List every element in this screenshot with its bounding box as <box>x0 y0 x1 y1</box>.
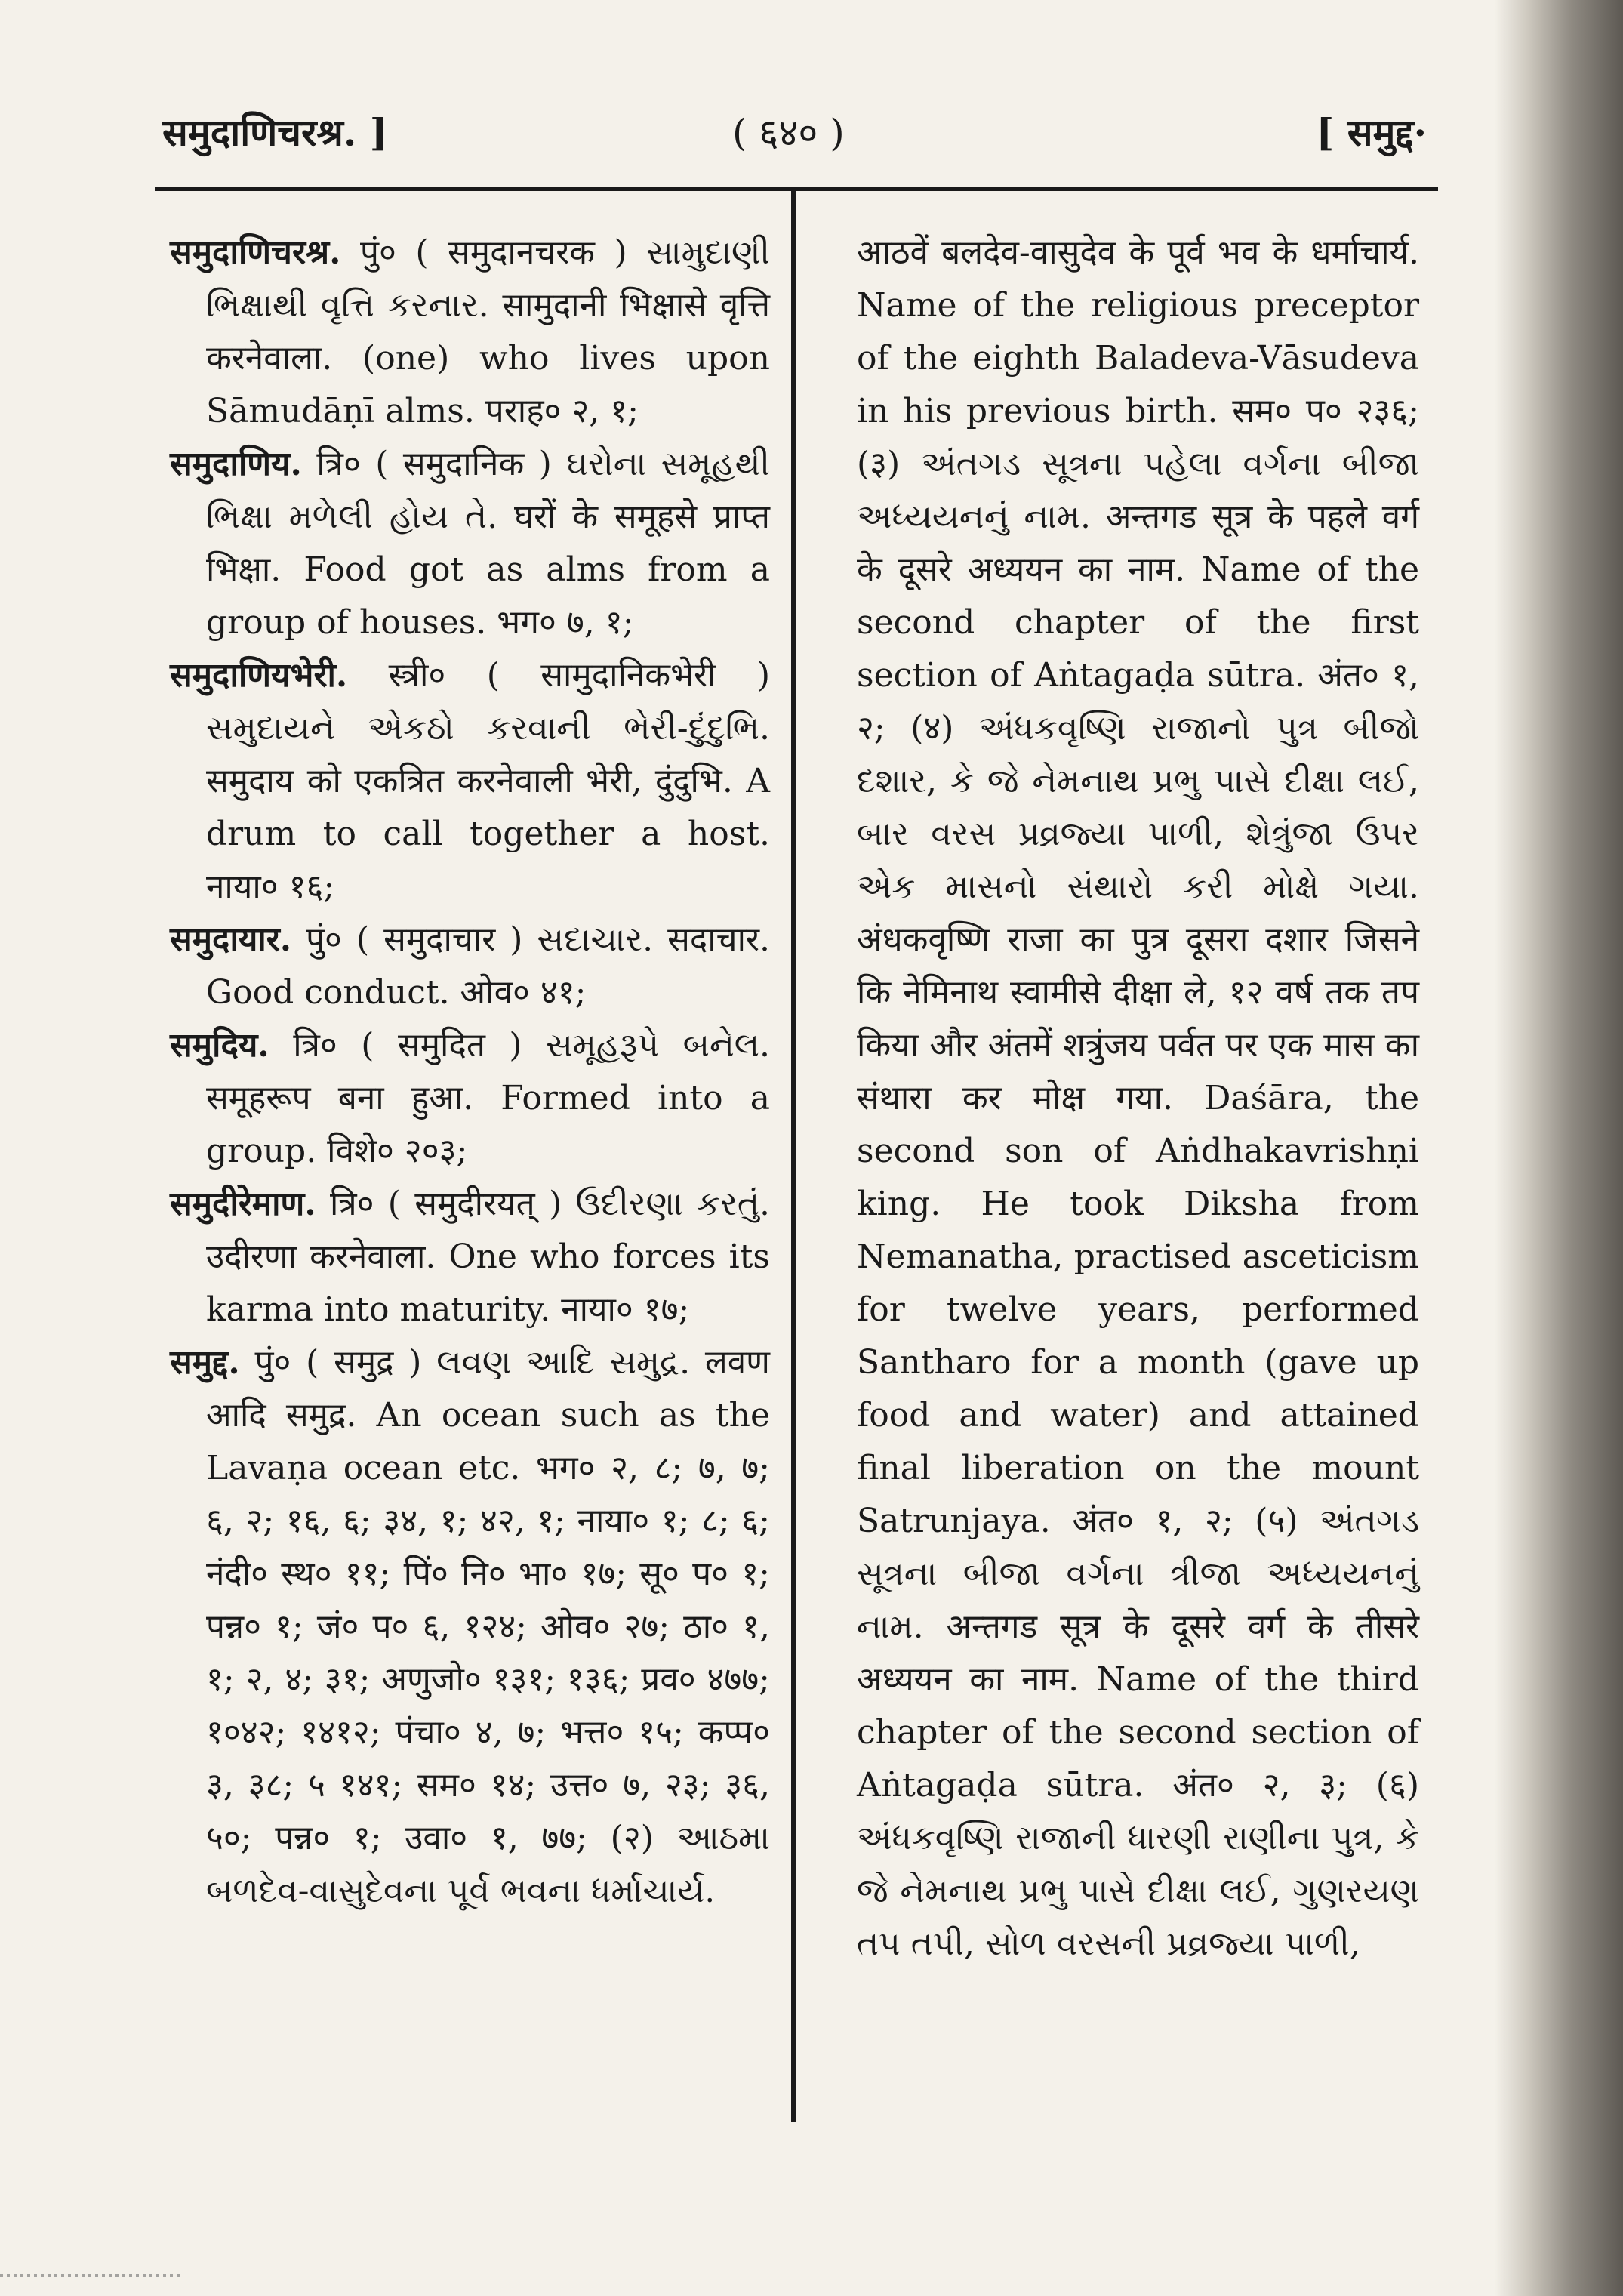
page-edge-shadow <box>1495 0 1623 2296</box>
entry-body: त्रि० ( समुदित ) સમૂહરૂપે બનેલ. समूहरूप बना हुआ. Formed into a group. विशे० २०३; <box>206 1026 770 1170</box>
entry-headword: समुद्द. <box>170 1343 240 1382</box>
left-column <box>170 227 770 1918</box>
entry-body: त्रि० ( समुदीरयत् ) ઉદીરણા કરતું. उदीरणा करनेवाला. One who forces its karma into maturity. नाया० १७; <box>206 1185 770 1329</box>
entry-headword: समुदिय. <box>170 1026 269 1065</box>
header-right-guideword: [ समुद्द· <box>1316 110 1427 155</box>
entry-headword: समुदाणियभेरी. <box>170 656 348 695</box>
header-rule <box>155 187 1438 191</box>
page-header <box>162 106 1427 166</box>
dictionary-entry <box>170 227 770 438</box>
continued-entry-text: आठवें बलदेव-वासुदेव के पूर्व भव के धर्माचार्य. Name of the religious preceptor of the eighth Baladeva-Vāsudeva in his previous birth. सम० प० २३६; (३) અંતગડ સૂત્રના પહેલા વર્ગના બીજા અધ્યયનનું નામ. अन्तगड सूत्र के पहले वर्ग के दूसरे अध्ययन का नाम. Name of the second chapter of the first section of Aṅtagaḍa sūtra. अंत० १, २; (४) અંધકવૃષ્ણિ રાજાનો પુત્ર બીજો દશાર, કે જે નેમનાથ પ્રભુ પાસે દીક્ષા લઈ, બાર વરસ પ્રવ્રજ્યા પાળી, શેત્રુંજા ઉપર એક માસનો સંથારો કરી મોક્ષે ગયા. अंधकवृष्णि राजा का पुत्र दूसरा दशार जिसने कि नेमिनाथ स्वामीसे दीक्षा ले, १२ वर्ष तक तप किया और अंतमें शत्रुंजय पर्वत पर एक मास का संथारा कर मोक्ष गया. Daśāra, the second son of Aṅdhakavrishṇi king. He took Diksha from Nemanatha, practised asceticism for twelve years, performed Santharo for a month (gave up food and water) and attained final liberation on the mount Satrunjaya. अंत० १, २; (५) અંતગડ સૂત્રના બીજા વર્ગના ત્રીજા અધ્યયનનું નામ. अन्तगड सूत्र के दूसरे वर्ग के तीसरे अध्ययन का नाम. Name of the third chapter of the second section of Aṅtagaḍa sūtra. अंत० २, ३; (६) અંધકવૃષ્ણિ રાજાની ધારણી રાણીના પુત્ર, કે જે નેમનાથ પ્રભુ પાસે દીક્ષા લઈ, ગુણરયણ તપ તપી, સોળ વરસની પ્રવ્રજ્યા પાળી, <box>857 233 1419 1963</box>
dictionary-entry <box>170 438 770 649</box>
dictionary-entry <box>170 649 770 914</box>
dictionary-entry <box>170 914 770 1019</box>
entry-body: पुं० ( समुदाचार ) સદાચાર. सदाचार. Good conduct. ओव० ४१; <box>206 920 770 1012</box>
entry-headword: समुदायार. <box>170 920 292 959</box>
entry-headword: समुदीरेमाण. <box>170 1185 316 1223</box>
entry-body: पुं० ( समुदानचरक ) સામુદાણી ભિક્ષાથી વૃત્તિ કરનાર. सामुदानी भिक्षासे वृत्ति करनेवाला. (one) who lives upon Sāmudāṇī alms. पराह० २, १; <box>206 233 770 430</box>
dictionary-entry <box>170 1019 770 1178</box>
scan-artifact <box>0 2274 181 2277</box>
entry-headword: समुदाणिय. <box>170 445 302 483</box>
entry-body: पुं० ( समुद्र ) લવણ આદિ સમુદ્ર. लवण आदि समुद्र. An ocean such as the Lavaṇa ocean etc. भग० २, ८; ७, ७; ६, २; १६, ६; ३४, १; ४२, १; नाया० १; ८; ६; नंदी० स्थ० ११; पिं० नि० भा० १७; सू० प० १; पन्न० १; जं० प० ६, १२४; ओव० २७; ठा० १, १; २, ४; ३१; अणुजो० १३१; १३६; प्रव० ४७७; १०४२; १४१२; पंचा० ४, ७; भत्त० १५; कप्प० ३, ३८; ५ १४१; सम० १४; उत्त० ७, २३; ३६, ५०; पन्न० १; उवा० १, ७७; (२) આઠમા બળદેવ-વાસુદેવના પૂર્વ ભવના ધર્માચાર્ય. <box>206 1343 770 1910</box>
dictionary-entry <box>170 1178 770 1336</box>
header-left-guideword: समुदाणिचरश्र. ] <box>162 110 388 155</box>
column-divider <box>791 189 796 2122</box>
right-column <box>857 227 1419 1971</box>
page-number: ( ६४० ) <box>732 111 845 155</box>
dictionary-entry <box>170 1336 770 1918</box>
entry-headword: समुदाणिचरश्र. <box>170 233 341 272</box>
entry-body: स्त्री० ( सामुदानिकभेरी ) સમુદાયને એકઠો કરવાની ભેરી-દુંદુભિ. समुदाय को एकत्रित करनेवाली भेरी, दुंदुभि. A drum to call together a host. नाया० १६; <box>206 656 770 906</box>
entry-body: त्रि० ( समुदानिक ) ઘરોના સમૂહથી ભિક્ષા મળેલી હોય તે. घरों के समूहसे प्राप्त भिक्षा. Food got as alms from a group of houses. भग० ७, १; <box>206 445 770 642</box>
